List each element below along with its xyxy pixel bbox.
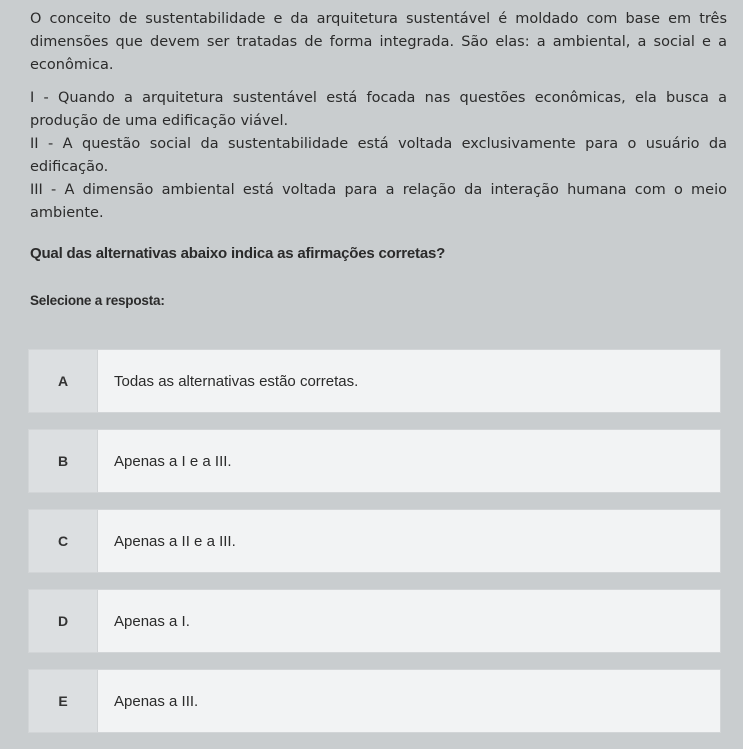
option-text: Apenas a I e a III. (97, 430, 720, 492)
option-letter: C (29, 510, 97, 572)
option-c[interactable] (28, 509, 721, 573)
option-b[interactable] (28, 429, 721, 493)
answer-options (28, 349, 721, 749)
statement-3: III - A dimensão ambiental está voltada para a relação da interação humana com o meio ambiente. (30, 182, 727, 221)
select-answer-label: Selecione a resposta: (30, 293, 165, 308)
option-d[interactable] (28, 589, 721, 653)
option-text: Apenas a II e a III. (97, 510, 720, 572)
statement-2: II - A questão social da sustentabilidade está voltada exclusivamente para o usuário da edificação. (30, 136, 727, 175)
option-letter: E (29, 670, 97, 732)
option-a[interactable] (28, 349, 721, 413)
option-letter: D (29, 590, 97, 652)
option-text: Apenas a III. (97, 670, 720, 732)
option-letter: B (29, 430, 97, 492)
statement-1: I - Quando a arquitetura sustentável está focada nas questões econômicas, ela busca a produção de uma edificação viável. (30, 90, 727, 129)
option-e[interactable] (28, 669, 721, 733)
question-text: Qual das alternativas abaixo indica as afirmações corretas? (30, 245, 446, 262)
intro-text: O conceito de sustentabilidade e da arquitetura sustentável é moldado com base em três dimensões que devem ser tratadas de forma integrada. São elas: a ambiental, a social e a econômica. (30, 11, 727, 73)
option-letter: A (29, 350, 97, 412)
option-text: Apenas a I. (97, 590, 720, 652)
option-text: Todas as alternativas estão corretas. (97, 350, 720, 412)
